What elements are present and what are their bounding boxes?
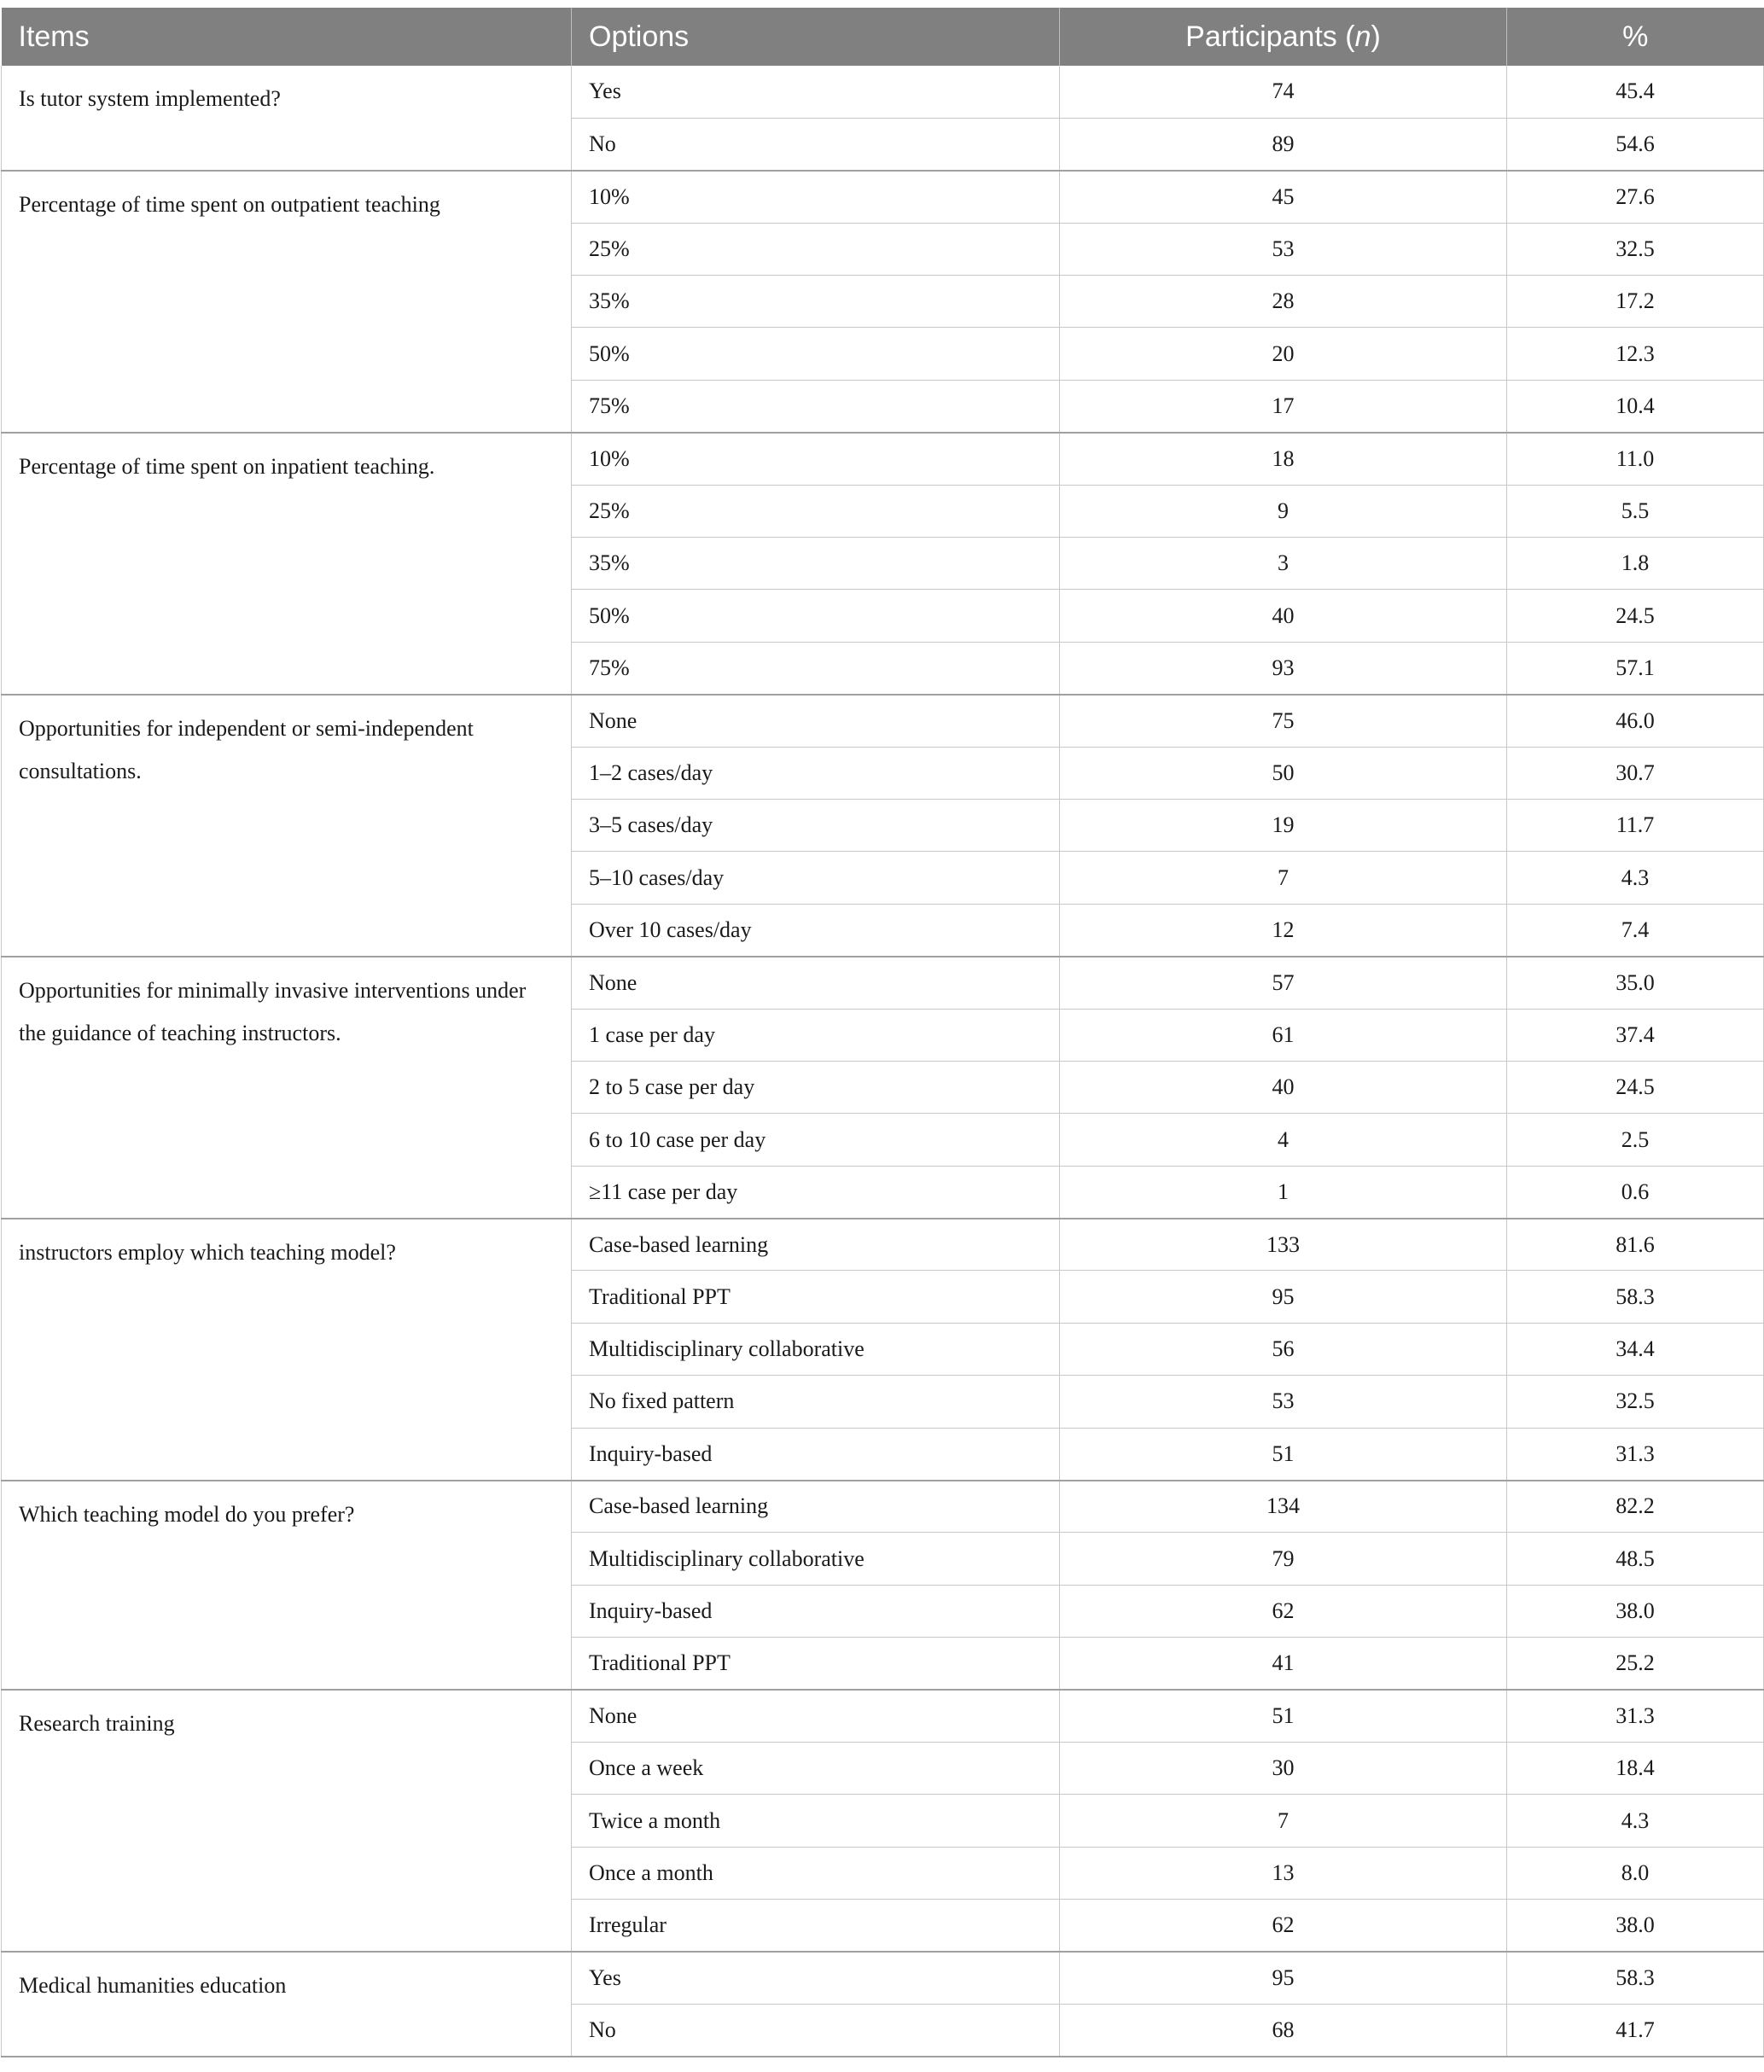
- participants-cell: 30: [1060, 1743, 1507, 1795]
- participants-cell: 13: [1060, 1847, 1507, 1899]
- percent-cell: 58.3: [1507, 1271, 1764, 1323]
- participants-cell: 134: [1060, 1481, 1507, 1533]
- option-cell: 50%: [572, 590, 1060, 642]
- option-cell: 1–2 cases/day: [572, 747, 1060, 799]
- participants-cell: 51: [1060, 1428, 1507, 1480]
- participants-cell: 61: [1060, 1009, 1507, 1061]
- option-cell: Over 10 cases/day: [572, 904, 1060, 956]
- participants-cell: 7: [1060, 1795, 1507, 1847]
- percent-cell: 37.4: [1507, 1009, 1764, 1061]
- percent-cell: 82.2: [1507, 1481, 1764, 1533]
- participants-cell: 51: [1060, 1690, 1507, 1742]
- participants-cell: 4: [1060, 1114, 1507, 1166]
- option-cell: Inquiry-based: [572, 1428, 1060, 1480]
- percent-cell: 31.3: [1507, 1428, 1764, 1480]
- participants-cell: 28: [1060, 276, 1507, 328]
- header-percent: %: [1507, 8, 1764, 66]
- option-cell: 1 case per day: [572, 1009, 1060, 1061]
- table-body: [2, 66, 1764, 2057]
- option-cell: Case-based learning: [572, 1219, 1060, 1271]
- percent-cell: 27.6: [1507, 171, 1764, 223]
- participants-cell: 68: [1060, 2004, 1507, 2056]
- item-cell: Opportunities for independent or semi-independent consultations.: [2, 695, 572, 957]
- percent-cell: 81.6: [1507, 1219, 1764, 1271]
- participants-cell: 95: [1060, 1952, 1507, 2004]
- participants-cell: 20: [1060, 328, 1507, 380]
- table-row: [2, 1952, 1764, 2004]
- percent-cell: 31.3: [1507, 1690, 1764, 1742]
- participants-cell: 53: [1060, 223, 1507, 275]
- percent-cell: 8.0: [1507, 1847, 1764, 1899]
- item-cell: instructors employ which teaching model?: [2, 1219, 572, 1481]
- participants-cell: 7: [1060, 852, 1507, 904]
- option-cell: None: [572, 695, 1060, 747]
- participants-cell: 17: [1060, 380, 1507, 432]
- option-cell: Case-based learning: [572, 1481, 1060, 1533]
- percent-cell: 4.3: [1507, 1795, 1764, 1847]
- percent-cell: 32.5: [1507, 223, 1764, 275]
- option-cell: Multidisciplinary collaborative: [572, 1533, 1060, 1585]
- participants-cell: 3: [1060, 538, 1507, 590]
- option-cell: 50%: [572, 328, 1060, 380]
- option-cell: 2 to 5 case per day: [572, 1061, 1060, 1113]
- percent-cell: 30.7: [1507, 747, 1764, 799]
- participants-cell: 9: [1060, 485, 1507, 537]
- option-cell: Traditional PPT: [572, 1271, 1060, 1323]
- participants-cell: 18: [1060, 433, 1507, 485]
- percent-cell: 24.5: [1507, 590, 1764, 642]
- participants-cell: 93: [1060, 642, 1507, 694]
- option-cell: 10%: [572, 433, 1060, 485]
- participants-cell: 57: [1060, 957, 1507, 1009]
- percent-cell: 45.4: [1507, 66, 1764, 118]
- table-row: [2, 957, 1764, 1009]
- option-cell: No: [572, 2004, 1060, 2056]
- percent-cell: 12.3: [1507, 328, 1764, 380]
- header-participants: Participants (n): [1060, 8, 1507, 66]
- option-cell: 3–5 cases/day: [572, 799, 1060, 851]
- participants-cell: 40: [1060, 590, 1507, 642]
- percent-cell: 25.2: [1507, 1638, 1764, 1690]
- option-cell: Multidisciplinary collaborative: [572, 1323, 1060, 1375]
- percent-cell: 34.4: [1507, 1323, 1764, 1375]
- item-cell: Percentage of time spent on inpatient teaching.: [2, 433, 572, 695]
- percent-cell: 41.7: [1507, 2004, 1764, 2056]
- percent-cell: 54.6: [1507, 118, 1764, 170]
- percent-cell: 48.5: [1507, 1533, 1764, 1585]
- option-cell: Traditional PPT: [572, 1638, 1060, 1690]
- table-row: [2, 1481, 1764, 1533]
- item-cell: Is tutor system implemented?: [2, 66, 572, 171]
- participants-cell: 133: [1060, 1219, 1507, 1271]
- option-cell: Twice a month: [572, 1795, 1060, 1847]
- percent-cell: 11.7: [1507, 799, 1764, 851]
- percent-cell: 5.5: [1507, 485, 1764, 537]
- participants-cell: 1: [1060, 1166, 1507, 1218]
- header-options: Options: [572, 8, 1060, 66]
- table-row: [2, 66, 1764, 118]
- option-cell: None: [572, 1690, 1060, 1742]
- table-row: [2, 433, 1764, 485]
- percent-cell: 2.5: [1507, 1114, 1764, 1166]
- item-cell: Research training: [2, 1690, 572, 1952]
- option-cell: 25%: [572, 223, 1060, 275]
- option-cell: 5–10 cases/day: [572, 852, 1060, 904]
- item-cell: Opportunities for minimally invasive interventions under the guidance of teaching instructors.: [2, 957, 572, 1219]
- option-cell: No fixed pattern: [572, 1376, 1060, 1428]
- participants-cell: 40: [1060, 1061, 1507, 1113]
- percent-cell: 35.0: [1507, 957, 1764, 1009]
- table-row: [2, 1219, 1764, 1271]
- participants-cell: 19: [1060, 799, 1507, 851]
- option-cell: 35%: [572, 538, 1060, 590]
- percent-cell: 38.0: [1507, 1900, 1764, 1952]
- participants-cell: 89: [1060, 118, 1507, 170]
- participants-cell: 56: [1060, 1323, 1507, 1375]
- option-cell: Once a month: [572, 1847, 1060, 1899]
- percent-cell: 0.6: [1507, 1166, 1764, 1218]
- option-cell: ≥11 case per day: [572, 1166, 1060, 1218]
- table-row: [2, 1690, 1764, 1742]
- percent-cell: 58.3: [1507, 1952, 1764, 2004]
- percent-cell: 18.4: [1507, 1743, 1764, 1795]
- option-cell: None: [572, 957, 1060, 1009]
- participants-cell: 79: [1060, 1533, 1507, 1585]
- item-cell: Percentage of time spent on outpatient teaching: [2, 171, 572, 433]
- participants-cell: 62: [1060, 1900, 1507, 1952]
- option-cell: 75%: [572, 380, 1060, 432]
- percent-cell: 38.0: [1507, 1585, 1764, 1637]
- participants-cell: 95: [1060, 1271, 1507, 1323]
- header-items: Items: [2, 8, 572, 66]
- participants-cell: 62: [1060, 1585, 1507, 1637]
- item-cell: Medical humanities education: [2, 1952, 572, 2057]
- option-cell: Yes: [572, 1952, 1060, 2004]
- item-cell: Which teaching model do you prefer?: [2, 1481, 572, 1691]
- percent-cell: 17.2: [1507, 276, 1764, 328]
- participants-cell: 41: [1060, 1638, 1507, 1690]
- option-cell: 6 to 10 case per day: [572, 1114, 1060, 1166]
- participants-cell: 74: [1060, 66, 1507, 118]
- percent-cell: 57.1: [1507, 642, 1764, 694]
- percent-cell: 10.4: [1507, 380, 1764, 432]
- participants-cell: 12: [1060, 904, 1507, 956]
- table-row: [2, 695, 1764, 747]
- option-cell: 25%: [572, 485, 1060, 537]
- participants-cell: 45: [1060, 171, 1507, 223]
- option-cell: Inquiry-based: [572, 1585, 1060, 1637]
- percent-cell: 7.4: [1507, 904, 1764, 956]
- percent-cell: 46.0: [1507, 695, 1764, 747]
- option-cell: Irregular: [572, 1900, 1060, 1952]
- option-cell: No: [572, 118, 1060, 170]
- percent-cell: 32.5: [1507, 1376, 1764, 1428]
- participants-cell: 50: [1060, 747, 1507, 799]
- percent-cell: 1.8: [1507, 538, 1764, 590]
- participants-cell: 75: [1060, 695, 1507, 747]
- option-cell: Once a week: [572, 1743, 1060, 1795]
- percent-cell: 11.0: [1507, 433, 1764, 485]
- table-row: [2, 171, 1764, 223]
- option-cell: 75%: [572, 642, 1060, 694]
- percent-cell: 24.5: [1507, 1061, 1764, 1113]
- survey-table: [1, 8, 1764, 2057]
- option-cell: 10%: [572, 171, 1060, 223]
- percent-cell: 4.3: [1507, 852, 1764, 904]
- option-cell: 35%: [572, 276, 1060, 328]
- table-header: [2, 8, 1764, 66]
- participants-cell: 53: [1060, 1376, 1507, 1428]
- option-cell: Yes: [572, 66, 1060, 118]
